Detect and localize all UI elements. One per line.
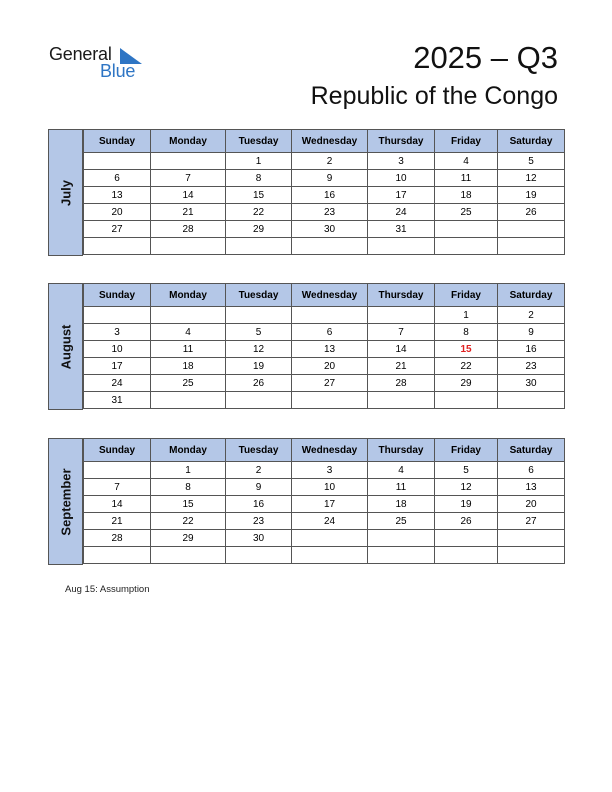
day-cell: 5 [435,462,498,479]
day-cell: 5 [498,153,565,170]
day-cell: 27 [498,513,565,530]
day-cell: 31 [84,392,151,409]
day-cell: 1 [226,153,292,170]
day-cell: 21 [368,358,435,375]
empty-day-cell [84,307,151,324]
weekday-header: Thursday [368,130,435,153]
day-cell: 20 [292,358,368,375]
empty-day-cell [292,530,368,547]
empty-day-cell [435,392,498,409]
day-cell: 1 [435,307,498,324]
holiday-note: Aug 15: Assumption [65,584,150,595]
weekday-header: Thursday [368,439,435,462]
month-name: August [58,324,73,369]
day-cell: 30 [226,530,292,547]
weekday-header: Friday [435,130,498,153]
empty-day-cell [498,221,565,238]
day-cell: 26 [498,204,565,221]
month-name: September [58,467,73,536]
weekday-header: Friday [435,284,498,307]
empty-day-cell [84,462,151,479]
week-row [84,547,565,564]
day-cell: 4 [368,462,435,479]
day-cell: 28 [368,375,435,392]
weekday-header: Tuesday [226,130,292,153]
empty-day-cell [84,547,151,564]
day-cell: 12 [435,479,498,496]
page-title: 2025 – Q3 [413,40,558,75]
empty-day-cell [435,547,498,564]
day-cell: 12 [498,170,565,187]
day-cell: 14 [151,187,226,204]
day-cell: 17 [368,187,435,204]
weekday-header: Sunday [84,439,151,462]
week-row [84,238,565,255]
day-cell: 14 [84,496,151,513]
weekday-header: Monday [151,439,226,462]
day-cell: 6 [292,324,368,341]
weekday-header: Saturday [498,439,565,462]
day-cell: 27 [292,375,368,392]
day-cell: 10 [368,170,435,187]
day-cell: 8 [151,479,226,496]
day-cell: 6 [498,462,565,479]
month-calendar-september [48,438,564,565]
day-cell: 23 [498,358,565,375]
week-row [84,496,565,513]
day-cell: 25 [368,513,435,530]
day-cell: 10 [84,341,151,358]
week-row [84,307,565,324]
week-row [84,462,565,479]
month-calendar-august [48,283,564,410]
weekday-header: Saturday [498,130,565,153]
day-cell: 3 [292,462,368,479]
day-cell: 15 [151,496,226,513]
empty-day-cell [151,238,226,255]
day-cell: 13 [84,187,151,204]
empty-day-cell [368,530,435,547]
empty-day-cell [151,153,226,170]
empty-day-cell [368,238,435,255]
day-cell: 1 [151,462,226,479]
empty-day-cell [151,307,226,324]
week-row [84,204,565,221]
month-label-panel [48,283,83,410]
day-cell: 14 [368,341,435,358]
day-cell: 5 [226,324,292,341]
week-row [84,324,565,341]
day-cell: 26 [226,375,292,392]
day-cell: 6 [84,170,151,187]
day-cell: 16 [226,496,292,513]
week-row [84,358,565,375]
week-row [84,341,565,358]
day-cell: 25 [435,204,498,221]
day-cell: 27 [84,221,151,238]
day-cell: 7 [151,170,226,187]
day-cell: 3 [84,324,151,341]
empty-day-cell [435,221,498,238]
day-cell: 2 [292,153,368,170]
day-cell: 4 [151,324,226,341]
day-cell: 30 [292,221,368,238]
empty-day-cell [498,238,565,255]
weekday-header: Wednesday [292,284,368,307]
month-name: July [58,179,73,206]
day-cell: 21 [151,204,226,221]
day-cell: 22 [435,358,498,375]
weekday-header: Monday [151,130,226,153]
week-row [84,513,565,530]
day-cell: 22 [151,513,226,530]
logo-general-text: General [49,44,112,64]
day-cell: 11 [151,341,226,358]
empty-day-cell [368,307,435,324]
empty-day-cell [368,547,435,564]
generalblue-logo [49,44,159,84]
weekday-header: Wednesday [292,439,368,462]
day-cell: 21 [84,513,151,530]
weekday-header: Tuesday [226,284,292,307]
empty-day-cell [435,530,498,547]
day-cell: 17 [84,358,151,375]
day-cell: 19 [226,358,292,375]
day-cell: 8 [435,324,498,341]
weekday-header-row [84,130,565,153]
day-cell: 11 [368,479,435,496]
month-calendar-july [48,129,564,256]
day-cell: 18 [368,496,435,513]
weekday-header-row [84,284,565,307]
day-cell: 25 [151,375,226,392]
day-cell: 9 [498,324,565,341]
empty-day-cell [226,392,292,409]
day-cell: 29 [226,221,292,238]
empty-day-cell [292,307,368,324]
day-cell: 9 [292,170,368,187]
month-grid [83,283,565,409]
day-cell: 17 [292,496,368,513]
week-row [84,187,565,204]
day-cell: 29 [151,530,226,547]
day-cell: 3 [368,153,435,170]
day-cell: 13 [498,479,565,496]
day-cell: 4 [435,153,498,170]
empty-day-cell [84,153,151,170]
empty-day-cell [435,238,498,255]
day-cell: 7 [84,479,151,496]
day-cell: 13 [292,341,368,358]
day-cell: 18 [151,358,226,375]
empty-day-cell [151,547,226,564]
empty-day-cell [151,392,226,409]
weekday-header-row [84,439,565,462]
day-cell: 9 [226,479,292,496]
day-cell: 29 [435,375,498,392]
empty-day-cell [498,530,565,547]
day-cell: 24 [368,204,435,221]
logo-blue-text: Blue [100,61,136,81]
week-row [84,153,565,170]
day-cell: 24 [84,375,151,392]
holiday-day-cell: 15 [435,341,498,358]
day-cell: 20 [84,204,151,221]
week-row [84,375,565,392]
day-cell: 26 [435,513,498,530]
country-title: Republic of the Congo [310,82,558,110]
day-cell: 7 [368,324,435,341]
month-grid [83,129,565,255]
week-row [84,530,565,547]
day-cell: 12 [226,341,292,358]
day-cell: 2 [226,462,292,479]
day-cell: 19 [498,187,565,204]
weekday-header: Thursday [368,284,435,307]
week-row [84,392,565,409]
day-cell: 15 [226,187,292,204]
month-grid [83,438,565,564]
weekday-header: Sunday [84,284,151,307]
holiday-notes [65,584,150,595]
day-cell: 31 [368,221,435,238]
empty-day-cell [292,238,368,255]
weekday-header: Saturday [498,284,565,307]
week-row [84,479,565,496]
day-cell: 10 [292,479,368,496]
week-row [84,170,565,187]
weekday-header: Tuesday [226,439,292,462]
empty-day-cell [292,392,368,409]
day-cell: 16 [292,187,368,204]
empty-day-cell [292,547,368,564]
weekday-header: Sunday [84,130,151,153]
empty-day-cell [368,392,435,409]
day-cell: 20 [498,496,565,513]
month-label-panel [48,129,83,256]
day-cell: 30 [498,375,565,392]
week-row [84,221,565,238]
day-cell: 24 [292,513,368,530]
day-cell: 8 [226,170,292,187]
empty-day-cell [226,547,292,564]
empty-day-cell [226,307,292,324]
empty-day-cell [84,238,151,255]
day-cell: 18 [435,187,498,204]
day-cell: 16 [498,341,565,358]
day-cell: 28 [84,530,151,547]
day-cell: 23 [292,204,368,221]
weekday-header: Friday [435,439,498,462]
day-cell: 11 [435,170,498,187]
month-label-panel [48,438,83,565]
day-cell: 19 [435,496,498,513]
day-cell: 22 [226,204,292,221]
day-cell: 28 [151,221,226,238]
day-cell: 23 [226,513,292,530]
weekday-header: Wednesday [292,130,368,153]
day-cell: 2 [498,307,565,324]
empty-day-cell [498,547,565,564]
weekday-header: Monday [151,284,226,307]
empty-day-cell [498,392,565,409]
empty-day-cell [226,238,292,255]
